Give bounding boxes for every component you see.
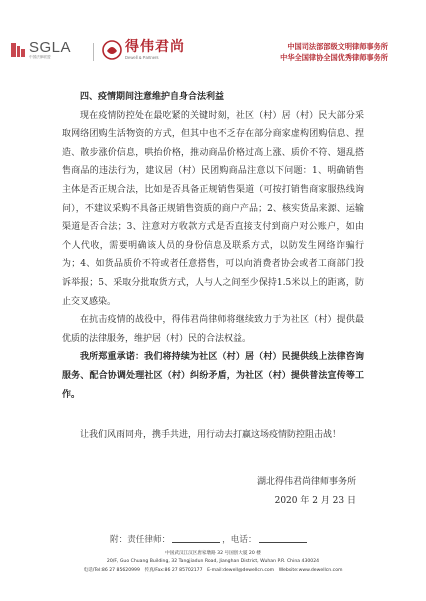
letter-body xyxy=(62,88,364,445)
signature-block xyxy=(62,473,364,510)
sgla-logo xyxy=(10,40,71,60)
footer-contact: 电话/Tel:86 27 85620999 传真/Fax:86 27 85702177 E-mail:dewell@dewellcn.com Website:www.dewellcn.com xyxy=(83,567,343,573)
footer-address-cn: 中国武汉江汉区唐家墩路 32 号国创大厦 20 楼 xyxy=(165,551,261,556)
signature-firm: 湖北得伟君尚律师事务所 xyxy=(256,477,356,487)
sgla-logo-sub: 中国法律联盟 xyxy=(29,55,51,59)
note-lawyer-label: 附：责任律师： xyxy=(110,535,171,545)
dewell-logo xyxy=(102,40,185,60)
firm-honors xyxy=(280,42,388,63)
paragraph-commitment: 我所郑重承诺：我们将持续为社区（村）居（村）民提供线上法律咨询服务、配合协调处理社区（村）纠纷矛盾，为社区（村）提供普法宣传等工作。 xyxy=(62,352,364,400)
letterhead xyxy=(0,0,426,86)
dewell-logo-name: 得伟君尚 xyxy=(125,39,185,55)
note-phone-label: ，电话： xyxy=(222,535,257,545)
contact-note xyxy=(110,533,309,545)
dewell-logo-sub: Dewell & Partners xyxy=(125,55,159,60)
firm-honor-1: 中国司法部部级文明律师事务所 xyxy=(287,42,388,51)
signature-date: 2020 年 2 月 23 日 xyxy=(274,495,356,506)
paragraph-closing: 让我们风雨同舟，携手共进，用行动去打赢这场疫情防控阻击战！ xyxy=(80,430,342,441)
paragraph-commitment-intro: 在抗击疫情的战役中，得伟君尚律师将继续致力于为社区（村）提供最优质的法律服务，维护居（村）民的合法权益。 xyxy=(62,315,364,344)
logo-divider xyxy=(93,43,94,61)
lawyer-name-blank xyxy=(172,533,220,543)
sgla-logo-name: SGLA xyxy=(29,39,72,56)
section-title: 四、疫情期间注意维护自身合法利益 xyxy=(80,92,225,102)
sgla-logo-icon xyxy=(10,42,26,58)
footer xyxy=(0,550,426,575)
dewell-logo-icon xyxy=(102,40,122,60)
paragraph-group-buying: 现在疫情防控处在最吃紧的关键时刻，社区（村）居（村）民大部分采取网络团购生活物资的方式，但其中也不乏存在部分商家虚构团购信息、捏造、散步涨价信息，哄抬价格，推动商品价格过高上涨、质价不符、翅乱搭售商品的违法行为，建议居（村）民团购商品注意以下问题：1、明确销售主体是否正规合法，比如是否具备正规销售渠道（可按打销售商家服热线询问），不建议采购不具备正规销售资质的商户产品；2、核实货品来源、运输渠道是否合法；3、注意对方收款方式是否直接支付到商户对公账户，如由个人代收，需要明确该人员的身份信息及联系方式，以防发生网络诈骗行为；4、如货品质价不符或者任意搭售，可以向消费者协会或者工商部门投诉举报；5、采取分批取货方式，人与人之间至少保持1.5米以上的距离，防止交叉感染。 xyxy=(62,110,364,307)
phone-blank xyxy=(259,533,307,543)
footer-address-en: 20/F, Guo Chuang Building, 32 Tangjiadun Road, Jianghan District, Wuhan P.R. China 430024 xyxy=(106,559,320,565)
firm-honor-2: 中华全国律协全国优秀律师事务所 xyxy=(280,52,388,62)
